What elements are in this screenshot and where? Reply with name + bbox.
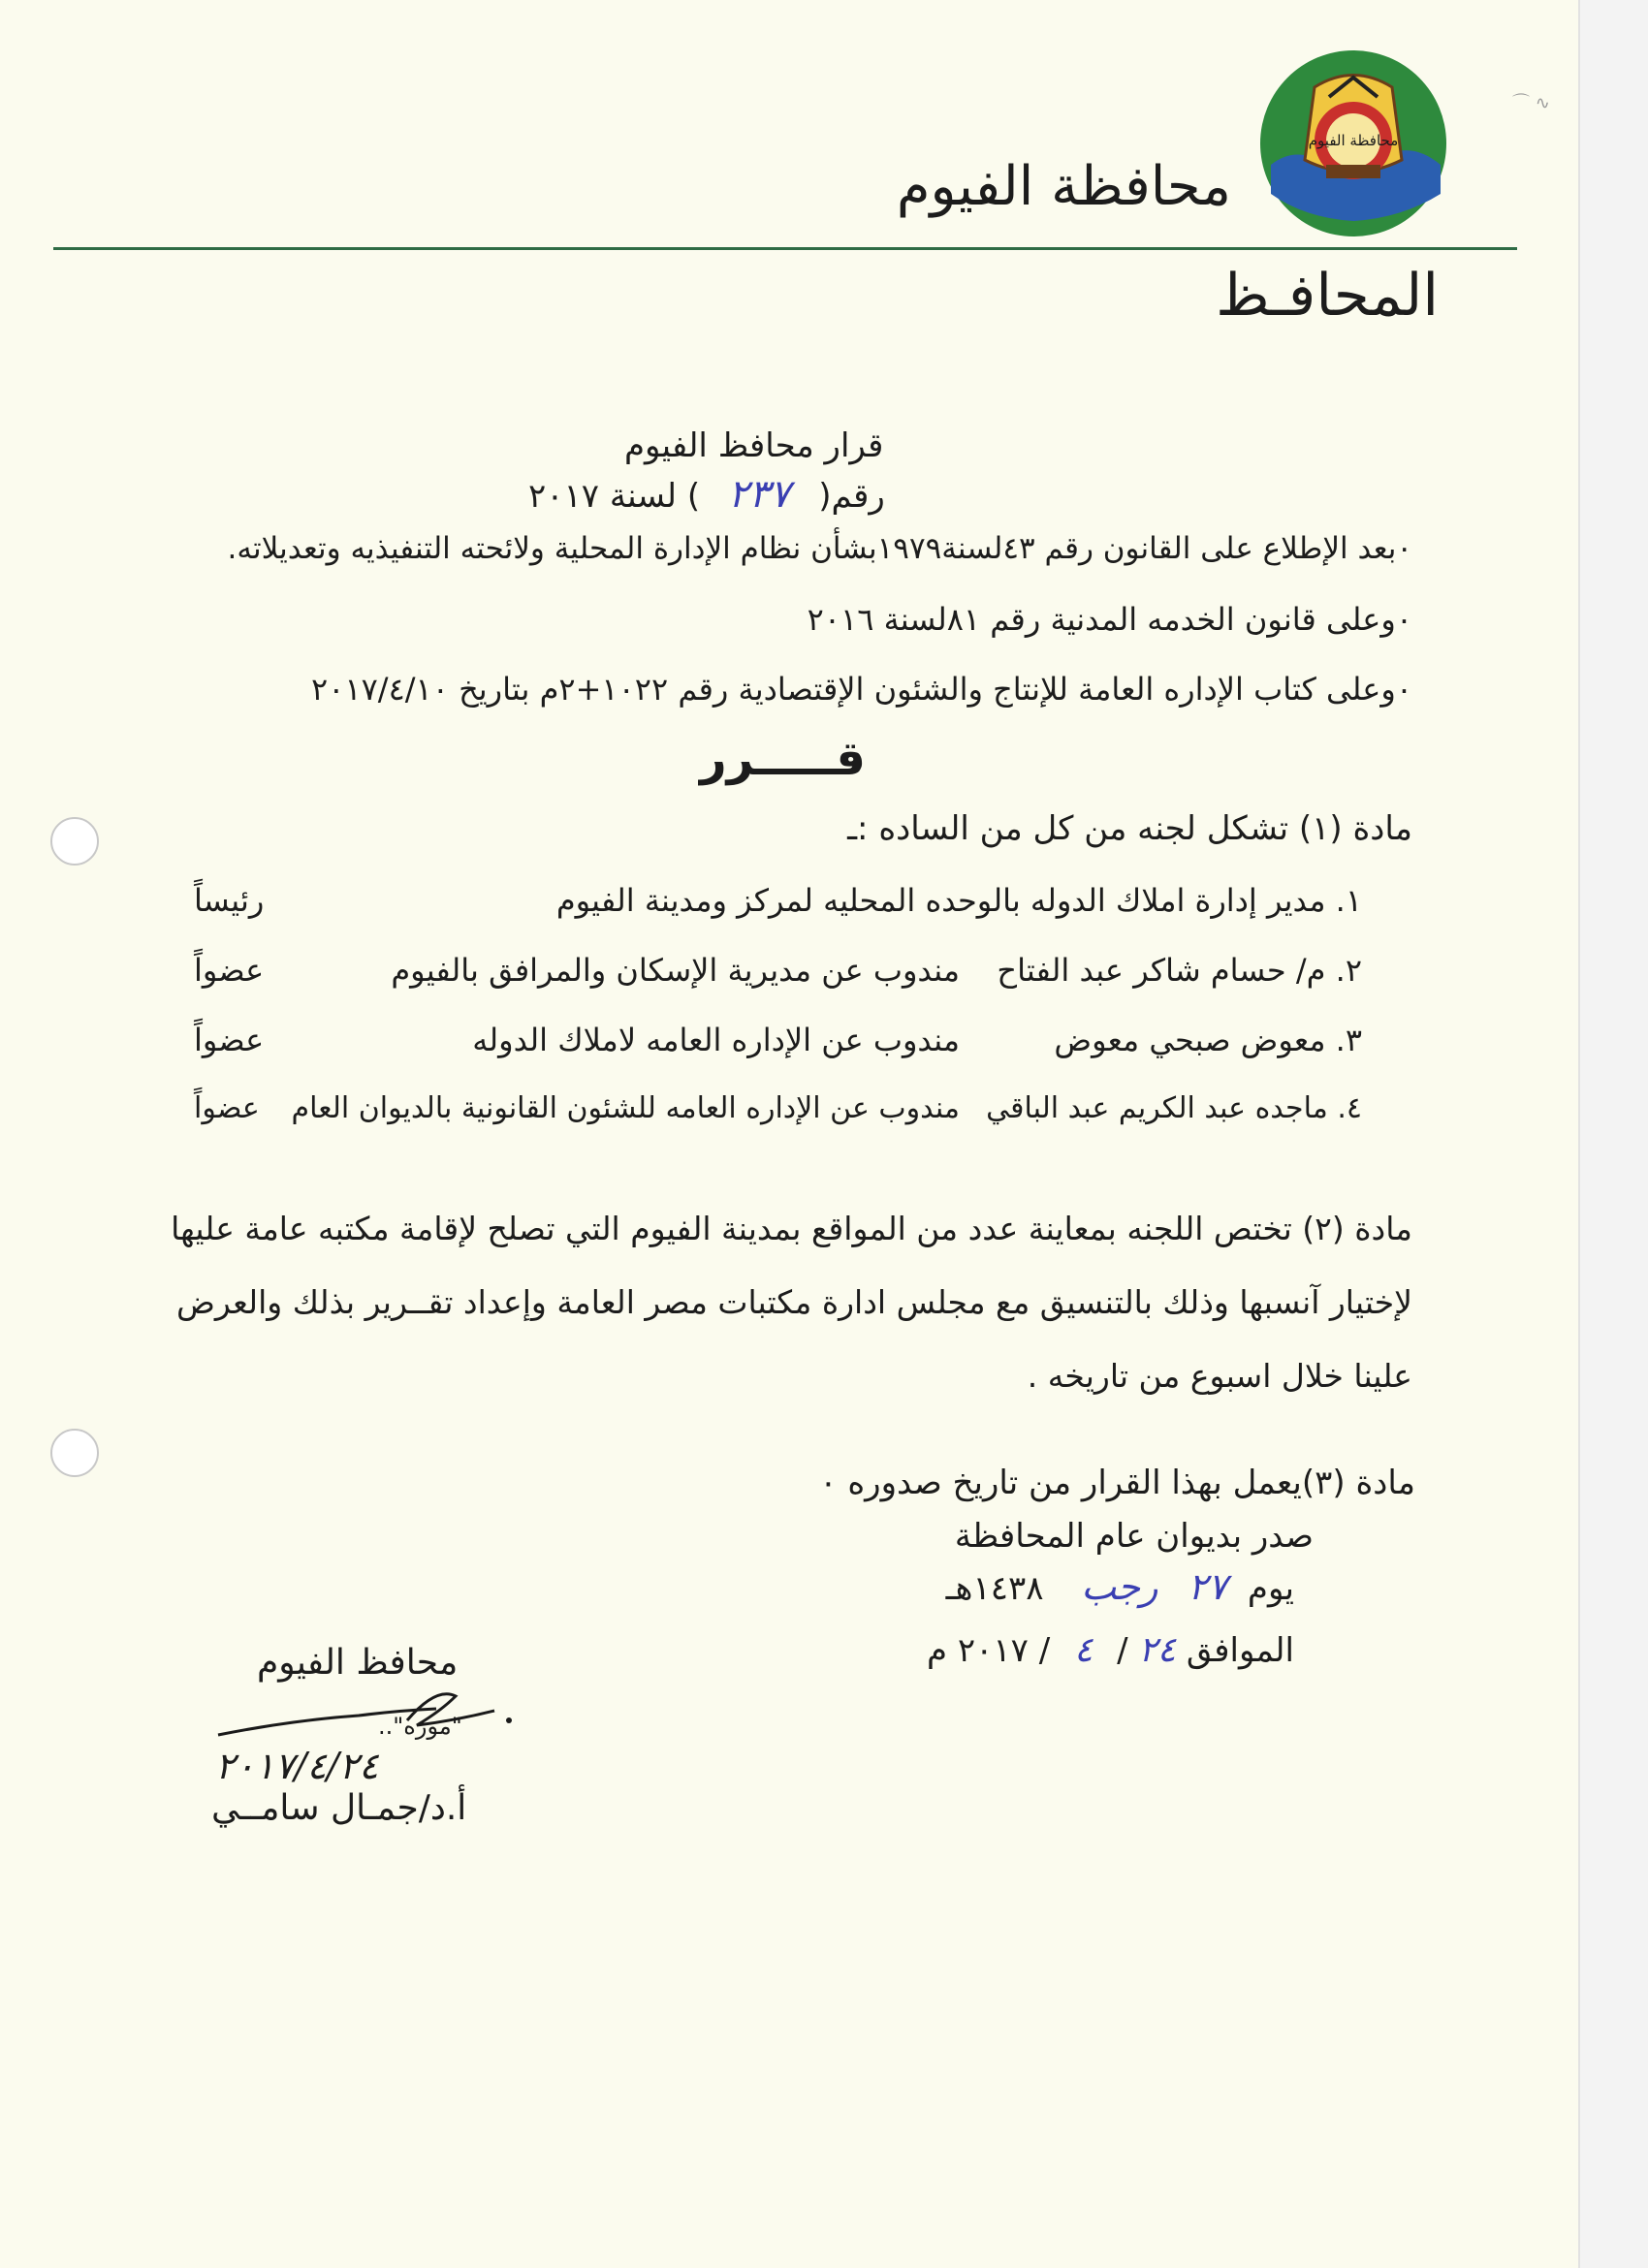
article-2-text: مادة (٢) تختص اللجنه بمعاينة عدد من المواقع بمدينة الفيوم التي تصلح لإقامة مكتبه عامة عليها لإختيار آنسبها وذلك بالتنسيق مع مجلس ادارة مكتبات مصر العامة وإعداد تقــرير بذلك والعرض علينا خلال اسبوع من تاريخه . <box>171 1210 1412 1395</box>
decision-title: قرار محافظ الفيوم <box>624 426 884 465</box>
header-divider <box>53 247 1517 250</box>
decision-number-suffix: ) لسنة ٢٠١٧ <box>528 477 701 516</box>
member-2-capacity: عضواً <box>194 952 265 989</box>
hijri-month-handwritten: رجب <box>1081 1565 1158 1608</box>
member-4-name: ٤. ماجده عبد الكريم عبد الباقي <box>986 1091 1362 1125</box>
member-2-role: مندوب عن مديرية الإسكان والمرافق بالفيوم <box>391 952 960 989</box>
greg-suffix: م <box>926 1631 948 1670</box>
fayoum-governorate-logo <box>1256 48 1450 237</box>
governorate-name: محافظة الفيوم <box>896 155 1231 218</box>
hijri-date-line <box>946 1565 1294 1608</box>
decision-number-handwritten: ٢٣٧ <box>727 472 791 517</box>
punch-hole <box>50 1429 99 1477</box>
day-prefix: يوم <box>1247 1569 1294 1608</box>
greg-year: ٢٠١٧ <box>957 1631 1029 1670</box>
logo-label: محافظة الفيوم <box>1308 132 1399 149</box>
signature-date-handwritten: ٢٠١٧/٤/٢٤ <box>215 1745 379 1787</box>
member-3-name: ٣. معوض صبحي معوض <box>1054 1022 1362 1058</box>
member-2-name: ٢. م/ حسام شاكر عبد الفتاح <box>997 952 1362 989</box>
article-3-text: مادة (٣)يعمل بهذا القرار من تاريخ صدوره ٠ <box>819 1464 1415 1502</box>
preamble-item: ٠وعلى كتاب الإداره العامة للإنتاج والشئون الإقتصادية رقم ١٠٢٢+٢م بتاريخ ٢٠١٧/٤/١٠ <box>311 671 1412 708</box>
member-1-name: ١. مدير إدارة املاك الدوله بالوحده المحليه لمركز ومدينة الفيوم <box>555 882 1362 919</box>
gregorian-date-line: الموافق ٢٤ / ٤ / ٢٠١٧ م <box>926 1630 1294 1670</box>
member-3-capacity: عضواً <box>194 1022 265 1058</box>
member-1-capacity: رئيساً <box>194 882 265 919</box>
article-1-text: مادة (١) تشكل لجنه من كل من الساده :ـ <box>847 809 1412 848</box>
signatory-name: أ.د/جمـال سامــي <box>211 1788 467 1828</box>
member-4-role: مندوب عن الإداره العامه للشئون القانونية بالديوان العام <box>291 1091 960 1125</box>
member-4-capacity: عضواً <box>194 1091 260 1125</box>
typist-note: "موزه".. <box>378 1713 462 1740</box>
hijri-year: ١٤٣٨هـ <box>945 1569 1044 1608</box>
signature-title: محافظ الفيوم <box>257 1643 459 1683</box>
page-edge <box>1578 0 1648 2268</box>
corner-mark: ⌒ ∿ <box>1512 93 1550 113</box>
greg-day-handwritten: ٢٤ <box>1138 1630 1177 1670</box>
hijri-day-handwritten: ٢٧ <box>1188 1565 1228 1608</box>
issued-at: صدر بديوان عام المحافظة <box>954 1517 1314 1556</box>
preamble-item: ٠وعلى قانون الخدمه المدنية رقم ٨١لسنة ٢٠١٦ <box>807 601 1412 638</box>
preamble-item: ٠بعد الإطلاع على القانون رقم ٤٣لسنة١٩٧٩بشأن نظام الإدارة المحلية ولائحته التنفيذيه وتعديلاته. <box>227 531 1412 566</box>
decision-number-line <box>528 472 885 517</box>
governor-label: المحافـظ <box>1216 262 1439 330</box>
punch-hole <box>50 817 99 866</box>
decides-heading: قـــــرر <box>700 732 866 786</box>
corresponding-prefix: الموافق <box>1186 1631 1294 1670</box>
decision-number-prefix: رقم( <box>818 477 885 516</box>
member-3-role: مندوب عن الإداره العامه لاملاك الدوله <box>472 1022 960 1058</box>
greg-month-handwritten: ٤ <box>1073 1630 1093 1670</box>
